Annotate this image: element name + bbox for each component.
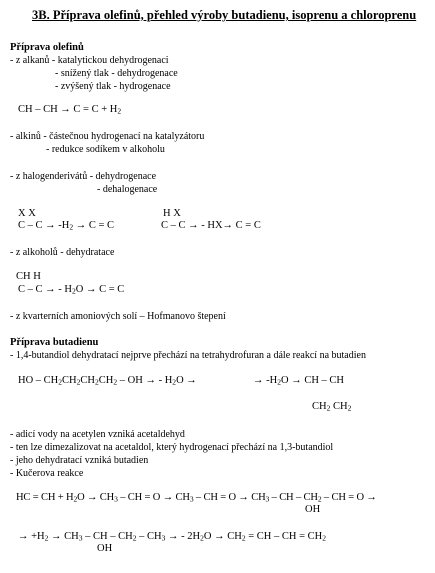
line-dehalogenation: - dehalogenace bbox=[97, 184, 158, 195]
line-acetylene: - adicí vody na acetylen vzniká acetaldehyd bbox=[10, 429, 185, 440]
formula-halo-left: $C - C \to -H_2 \to C = C$ bbox=[18, 220, 115, 232]
line-sodium: - redukce sodíkem v alkoholu bbox=[46, 144, 165, 155]
formula-halo-right: C – C → - HX→ C = C bbox=[161, 220, 261, 231]
formula-butandiol-cont: → $-H_2O$ → CH – CH bbox=[253, 375, 345, 387]
line-dehydration: - jeho dehydratací vzniká butadien bbox=[10, 455, 149, 466]
line-increased-pressure: - zvýšený tlak - hydrogenace bbox=[55, 81, 171, 92]
formula-alkane: CH – CH → $C = C + H_2$ bbox=[18, 104, 122, 116]
formula-alcohol-top: CH H bbox=[16, 271, 41, 282]
formula-kucerov-1: HC = CH + $H_2O \to CH_3$ – CH = $O \to CH_3$ – CH = $O \to CH_3$ – CH – $CH_2$ – CH = O → bbox=[16, 492, 377, 504]
line-butandiol: - 1,4-butandiol dehydratací nejprve přechází na tetrahydrofuran a dále reakcí na butadien bbox=[10, 350, 366, 361]
heading-butadiene: Příprava butadienu bbox=[10, 337, 99, 348]
line-halogen: - z halogenderivátů - dehydrogenace bbox=[10, 171, 157, 182]
formula-butandiol-ch2: $CH_2$ $CH_2$ bbox=[312, 401, 352, 413]
formula-kucerov-2: → $+H_2 \to CH_3$ – CH – $CH_2 - CH_3$ → - $2H_2O \to CH_2$ = CH – CH = $CH_2$ bbox=[18, 531, 326, 543]
formula-halo-right-top: H X bbox=[163, 208, 181, 219]
page-title: 3B. Příprava olefinů, přehled výroby butadienu, isoprenu a chloroprenu bbox=[32, 8, 417, 22]
line-alkynes: - alkinů - částečnou hydrogenací na katalyzátoru bbox=[10, 131, 205, 142]
label-oh-2: OH bbox=[97, 543, 113, 554]
line-alcohols: - z alkoholů - dehydratace bbox=[10, 247, 115, 258]
heading-olefins: Příprava olefinů bbox=[10, 42, 84, 53]
label-oh-1: OH bbox=[305, 504, 321, 515]
formula-alcohol: C – C → - $H_2O \to C = C$ bbox=[18, 284, 125, 296]
line-acetaldol: - ten lze dimezalizovat na acetaldol, který hydrogenací přechází na 1,3-butandiol bbox=[10, 442, 334, 453]
line-quaternary: - z kvarterních amoniových solí – Hofmanovo štepení bbox=[10, 311, 226, 322]
line-alkanes: - z alkanů - katalytickou dehydrogenaci bbox=[10, 55, 169, 66]
line-reduced-pressure: - snížený tlak - dehydrogenace bbox=[55, 68, 178, 79]
formula-butandiol: HO – $CH_2CH_2CH_2CH_2$ – OH → - $H_2O$ → bbox=[18, 375, 197, 387]
line-kucerov: - Kučerova reakce bbox=[10, 468, 84, 479]
formula-halo-left-top: X X bbox=[18, 208, 36, 219]
